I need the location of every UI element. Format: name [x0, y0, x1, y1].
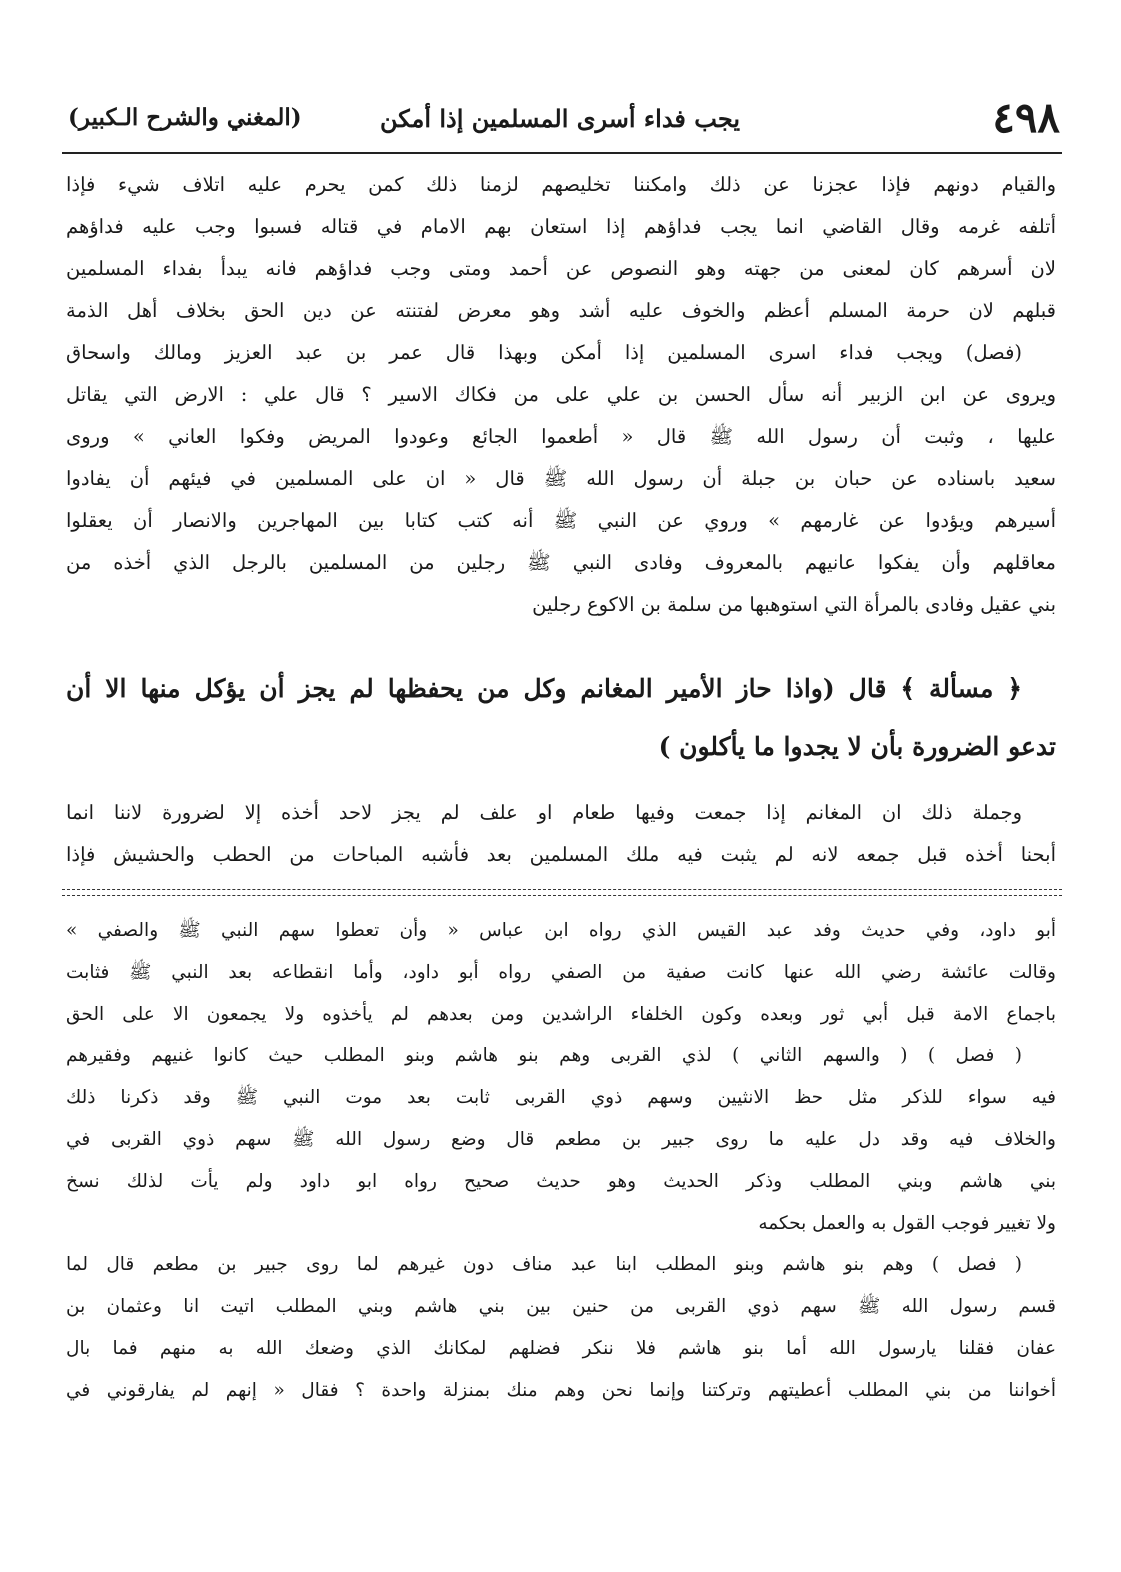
- section-separator: [62, 889, 1062, 896]
- book-title: (المغني والشرح الـكبير): [68, 104, 302, 131]
- footnote-line: والخلاف فيه وقد دل عليه ما روى جبير بن مطعم قال وضع رسول الله ﷺ سهم ذوي القربى في: [66, 1128, 1056, 1150]
- text-line: معاقلهم وأن يفكوا عانيهم بالمعروف وفادى النبي ﷺ رجلين من المسلمين بالرجل الذي أخذه من: [66, 551, 1056, 574]
- text-line: (فصل) ويجب فداء اسرى المسلمين إذا أمكن وبهذا قال عمر بن عبد العزيز ومالك واسحاق: [66, 341, 1022, 364]
- text-line: لان أسرهم كان لمعنى من جهته وهو النصوص عن أحمد ومتى وجب فداؤهم فانه يبدأ بفداء المسلمين: [66, 257, 1056, 280]
- footnote-line: أبو داود، وفي حديث وفد عبد القيس الذي رواه ابن عباس « وأن تعطوا سهم النبي ﷺ والصفي »: [66, 920, 1056, 941]
- footnote-line: باجماع الامة قبل أبي ثور وبعده وكون الخلفاء الراشدين ومن بعدهم لم يأخذوه ولا يجمعون الا على الحق: [66, 1003, 1056, 1025]
- masala-line: ﴿ مسألة ﴾ قال (واذا حاز الأمير المغانم وكل من يحفظها لم يجز أن يؤكل منها الا أن: [66, 674, 1022, 703]
- page-header: [60, 93, 1060, 144]
- text-line: عليها ، وثبت أن رسول الله ﷺ قال « أطعموا الجائع وعودوا المريض وفكوا العاني » وروى: [66, 425, 1056, 448]
- page-number: ٤٩٨: [992, 93, 1060, 142]
- text-line: وجملة ذلك ان المغانم إذا جمعت وفيها طعام او علف لم يجز لاحد أخذه إلا لضرورة لاننا انما: [66, 801, 1022, 824]
- text-line: أسيرهم ويؤدوا عن غارمهم » وروي عن النبي ﷺ أنه كتب كتابا بين المهاجرين والانصار أن يعقلوا: [66, 509, 1056, 532]
- masala-block: [66, 660, 1056, 776]
- text-line: قبلهم لان حرمة المسلم أعظم والخوف عليه أشد وهو معرض لفتنته عن دين الحق بخلاف أهل الذمة: [66, 299, 1056, 322]
- continuation-block: [66, 792, 1056, 876]
- text-line: والقيام دونهم فإذا عجزنا عن ذلك وامكننا تخليصهم لزمنا ذلك كمن يحرم عليه اتلاف شيء فإذا: [66, 173, 1056, 196]
- footnote-line: وقالت عائشة رضي الله عنها كانت صفية من الصفي رواه أبو داود، وأما انقطاعه بعد النبي ﷺ فثابت: [66, 961, 1056, 983]
- footnote-block: [66, 910, 1056, 1412]
- text-line: سعيد باسناده عن حبان بن جبلة أن رسول الله ﷺ قال « ان على المسلمين في فيئهم أن يفادوا: [66, 467, 1056, 490]
- footnote-line: ( فصل ) ( والسهم الثاني ) لذي القربى وهم بنو هاشم وبنو المطلب حيث كانوا غنيهم وفقيرهم: [66, 1045, 1022, 1067]
- footnote-line: ولا تغيير فوجب القول به والعمل بحكمه: [758, 1212, 1056, 1234]
- footnote-line: قسم رسول الله ﷺ سهم ذوي القربى من حنين بين بني هاشم وبني المطلب اتيت انا وعثمان بن: [66, 1296, 1056, 1318]
- masala-line: تدعو الضرورة بأن لا يجدوا ما يأكلون ): [658, 732, 1056, 761]
- main-text-block: [66, 164, 1056, 626]
- footnote-line: ( فصل ) وهم بنو هاشم وبنو المطلب ابنا عبد مناف دون غيرهم لما روى جبير بن مطعم قال لما: [66, 1254, 1022, 1276]
- text-line: أبحنا أخذه قبل جمعه لانه لم يثبت فيه ملك المسلمين بعد فأشبه المباحات من الحطب والحشيش فإذا: [66, 843, 1056, 866]
- footnote-line: عفان فقلنا يارسول الله أما بنو هاشم فلا ننكر فضلهم لمكانك الذي وضعك الله به منهم فما بال: [66, 1337, 1056, 1359]
- footnote-line: بني هاشم وبني المطلب وذكر الحديث وهو حديث صحيح رواه ابو داود ولم يأت لذلك نسخ: [66, 1170, 1056, 1192]
- running-title: يجب فداء أسرى المسلمين إذا أمكن: [379, 104, 740, 133]
- header-rule: [62, 152, 1062, 154]
- text-line: ويروى عن ابن الزبير أنه سأل الحسن بن علي على من فكاك الاسير ؟ قال علي : الارض التي يقاتل: [66, 383, 1056, 406]
- text-line: بني عقيل وفادى بالمرأة التي استوهبها من سلمة بن الاكوع رجلين: [532, 593, 1056, 616]
- footnote-line: فيه سواء للذكر مثل حظ الانثيين وسهم ذوي القربى ثابت بعد موت النبي ﷺ وقد ذكرنا ذلك: [66, 1087, 1056, 1109]
- text-line: أتلفه غرمه وقال القاضي انما يجب فداؤهم إذا استعان بهم الامام في قتاله فسبوا وجب عليه فداؤهم: [66, 215, 1056, 238]
- footnote-line: أخواننا من بني المطلب أعطيتهم وتركتنا وإنما نحن وهم منك بمنزلة واحدة ؟ فقال « إنهم لم يفارقوني في: [66, 1379, 1056, 1401]
